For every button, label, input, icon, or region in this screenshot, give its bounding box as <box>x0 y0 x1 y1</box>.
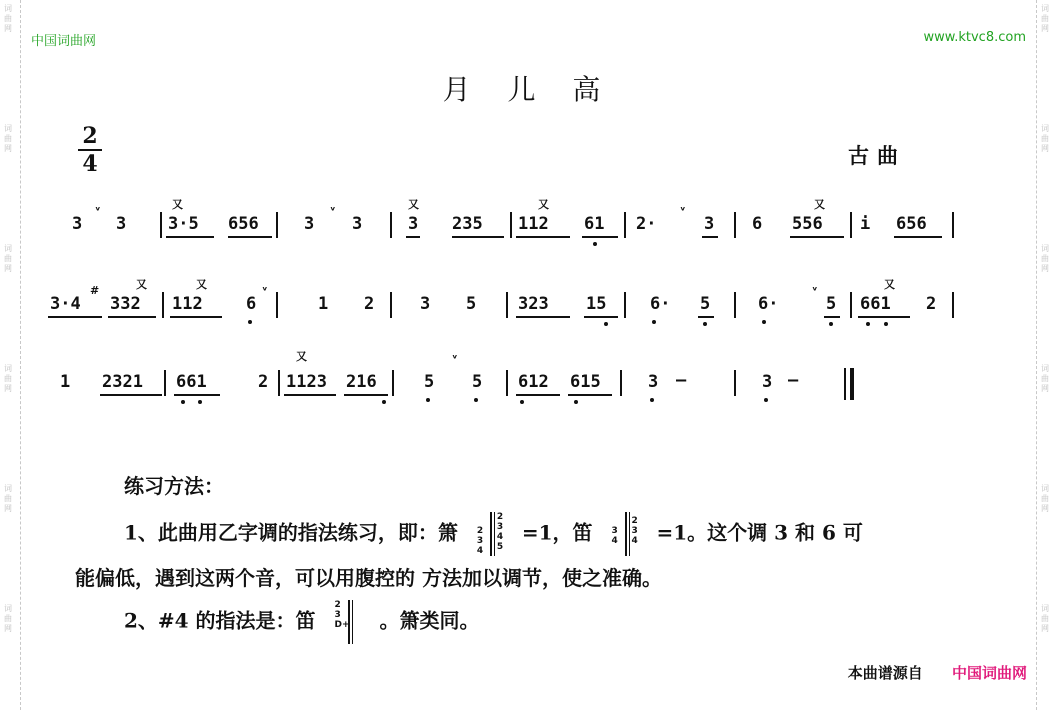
watermark: 词 曲 网 <box>4 4 12 33</box>
di-fingering-diagram: 2 3 4 3 4 <box>608 512 642 556</box>
staff-note: 661 <box>176 372 207 392</box>
underline <box>894 236 942 238</box>
staff-note: 615 <box>570 372 601 392</box>
staff-note: 2 <box>926 294 937 314</box>
staff-note: 6· <box>650 294 671 314</box>
fingering-mark: 又 <box>172 198 183 211</box>
underline <box>170 316 222 318</box>
footer-credit-text: 本曲谱源自 <box>847 664 923 682</box>
watermark: 词 曲 网 <box>4 484 12 513</box>
staff-note: 612 <box>518 372 549 392</box>
sharp-mark: # <box>90 284 100 297</box>
watermark: 词 曲 网 <box>1041 124 1049 153</box>
staff-note: 656 <box>896 214 927 234</box>
bar-line <box>510 212 512 238</box>
breath-mark: ᵛ <box>95 204 101 217</box>
bar-line <box>390 212 392 238</box>
low-dot <box>181 400 185 404</box>
staff-note: 3 <box>704 214 715 234</box>
bar-line <box>734 212 736 238</box>
underline <box>406 236 420 238</box>
breath-mark: ᵛ <box>452 352 458 365</box>
methods-line-3 <box>124 600 480 644</box>
staff-note: 2321 <box>102 372 143 392</box>
low-dot <box>884 322 888 326</box>
staff-note: 3 <box>72 214 83 234</box>
staff-note: 323 <box>518 294 549 314</box>
staff-note: 661 <box>860 294 891 314</box>
bar-line <box>162 292 164 318</box>
low-dot <box>703 322 707 326</box>
bar-line <box>734 292 736 318</box>
staff-note: 3·5 <box>168 214 199 234</box>
footer-credit <box>848 662 1027 683</box>
breath-mark: ᵛ <box>330 204 336 217</box>
staff-note: 2 <box>258 372 269 392</box>
staff-note: 556 <box>792 214 823 234</box>
underline <box>516 394 560 396</box>
underline <box>702 236 718 238</box>
staff-note: 5 <box>466 294 477 314</box>
underline <box>174 394 220 396</box>
underline <box>228 236 272 238</box>
staff-note: 5 <box>700 294 711 314</box>
staff-note: 112 <box>518 214 549 234</box>
staff-note: 5 <box>826 294 837 314</box>
low-dot <box>593 242 597 246</box>
staff-line-2 <box>0 280 1057 340</box>
methods-line-1 <box>124 512 863 556</box>
staff-note: 5 <box>424 372 435 392</box>
underline <box>100 394 162 396</box>
staff-note: 3 <box>408 214 419 234</box>
site-url-link[interactable]: www.ktvc8.com <box>923 30 1026 45</box>
bar-line <box>624 212 626 238</box>
time-sig-top: 2 <box>82 123 98 149</box>
low-dot <box>574 400 578 404</box>
staff-line-1 <box>0 200 1057 260</box>
methods-text: 。箫类同。 <box>379 608 480 633</box>
breath-mark: ᵛ <box>262 284 268 297</box>
staff-note: 656 <box>228 214 259 234</box>
breath-mark: ᵛ <box>680 204 686 217</box>
fingering-mark: 又 <box>884 278 895 291</box>
diagram-line <box>629 512 630 556</box>
final-bar-thin <box>844 368 846 400</box>
watermark: 词 曲 网 <box>4 604 12 633</box>
sharp4-fingering-diagram: 2 3 D+ <box>331 600 365 644</box>
staff-note: 332 <box>110 294 141 314</box>
bar-line <box>850 212 852 238</box>
underline <box>516 316 570 318</box>
bar-line <box>506 370 508 396</box>
staff-note: 3 <box>116 214 127 234</box>
methods-text: =1，笛 <box>521 520 593 545</box>
staff-note: i <box>860 214 871 234</box>
underline <box>698 316 714 318</box>
staff-note: 3·4 <box>50 294 81 314</box>
underline <box>858 316 910 318</box>
staff-note: 61 <box>584 214 605 234</box>
underline <box>824 316 840 318</box>
bar-line <box>620 370 622 396</box>
underline <box>568 394 612 396</box>
staff-note: 3 <box>762 372 773 392</box>
bar-line <box>276 292 278 318</box>
underline <box>344 394 388 396</box>
methods-text: 1、此曲用乙字调的指法练习，即：箫 <box>124 520 458 545</box>
bar-line <box>952 292 954 318</box>
staff-note: 235 <box>452 214 483 234</box>
underline <box>584 316 618 318</box>
watermark: 词 曲 网 <box>4 364 12 393</box>
diagram-line <box>625 512 627 556</box>
time-sig-bottom: 4 <box>82 151 98 177</box>
low-dot <box>829 322 833 326</box>
low-dot <box>604 322 608 326</box>
low-dot <box>652 320 656 324</box>
extension-line: — <box>788 370 799 390</box>
fingering-mark: 又 <box>538 198 549 211</box>
staff-note: 6· <box>758 294 779 314</box>
extension-line: — <box>676 370 687 390</box>
low-dot <box>198 400 202 404</box>
watermark: 词 曲 网 <box>1041 364 1049 393</box>
diagram-line <box>494 512 495 556</box>
bar-line <box>390 292 392 318</box>
staff-note: 1 <box>60 372 71 392</box>
low-dot <box>426 398 430 402</box>
methods-text: =1。这个调 3 和 6 可 <box>656 520 863 545</box>
bar-line <box>624 292 626 318</box>
diagram-line <box>490 512 492 556</box>
watermark: 词 曲 网 <box>1041 244 1049 273</box>
bar-line <box>506 292 508 318</box>
footer-site-link[interactable]: 中国词曲网 <box>951 664 1027 682</box>
staff-note: 15 <box>586 294 607 314</box>
fingering-mark: 又 <box>196 278 207 291</box>
underline <box>166 236 214 238</box>
staff-note: 1 <box>318 294 329 314</box>
methods-text: 2、#4 的指法是：笛 <box>124 608 316 633</box>
methods-heading: 练习方法： <box>124 474 224 498</box>
watermark: 词 曲 网 <box>1041 4 1049 33</box>
watermark: 词 曲 网 <box>1041 484 1049 513</box>
bar-line <box>276 212 278 238</box>
staff-note: 5 <box>472 372 483 392</box>
underline <box>284 394 336 396</box>
staff-note: 6 <box>246 294 257 314</box>
staff-line-3 <box>0 350 1057 422</box>
staff-note: 2 <box>364 294 375 314</box>
bar-line <box>392 370 394 396</box>
bar-line <box>850 292 852 318</box>
bar-line <box>734 370 736 396</box>
xiao-fingering-diagram: 2 3 4 5 2 3 4 <box>476 512 504 556</box>
staff-note: 2· <box>636 214 657 234</box>
low-dot <box>520 400 524 404</box>
fingering-mark: 又 <box>296 350 307 363</box>
fingering-mark: 又 <box>814 198 825 211</box>
bar-line <box>278 370 280 396</box>
underline <box>790 236 844 238</box>
time-signature <box>78 124 102 176</box>
bar-line <box>952 212 954 238</box>
methods-line-2: 能偏低，遇到这两个音，可以用腹控的 方法加以调节，使之准确。 <box>75 566 662 590</box>
diagram-line <box>352 600 353 644</box>
fingering-mark: 又 <box>136 278 147 291</box>
watermark: 词 曲 网 <box>1041 604 1049 633</box>
staff-note: 6 <box>752 214 763 234</box>
staff-note: 1123 <box>286 372 327 392</box>
low-dot <box>474 398 478 402</box>
low-dot <box>248 320 252 324</box>
low-dot <box>866 322 870 326</box>
breath-mark: ᵛ <box>812 284 818 297</box>
final-bar-thick <box>850 368 854 400</box>
song-title: 月 儿 高 <box>442 73 615 106</box>
staff-note: 3 <box>420 294 431 314</box>
underline <box>452 236 504 238</box>
bar-line <box>160 212 162 238</box>
low-dot <box>382 400 386 404</box>
underline <box>516 236 570 238</box>
watermark: 词 曲 网 <box>4 124 12 153</box>
fingering-mark: 又 <box>408 198 419 211</box>
watermark: 词 曲 网 <box>4 244 12 273</box>
staff-note: 3 <box>648 372 659 392</box>
staff-note: 112 <box>172 294 203 314</box>
staff-note: 3 <box>352 214 363 234</box>
song-source: 古曲 <box>848 143 906 168</box>
staff-note: 216 <box>346 372 377 392</box>
underline <box>582 236 618 238</box>
low-dot <box>762 320 766 324</box>
low-dot <box>650 398 654 402</box>
underline <box>48 316 102 318</box>
low-dot <box>764 398 768 402</box>
site-name-link[interactable]: 中国词曲网 <box>31 34 97 49</box>
bar-line <box>164 370 166 396</box>
staff-note: 3 <box>304 214 315 234</box>
underline <box>108 316 156 318</box>
